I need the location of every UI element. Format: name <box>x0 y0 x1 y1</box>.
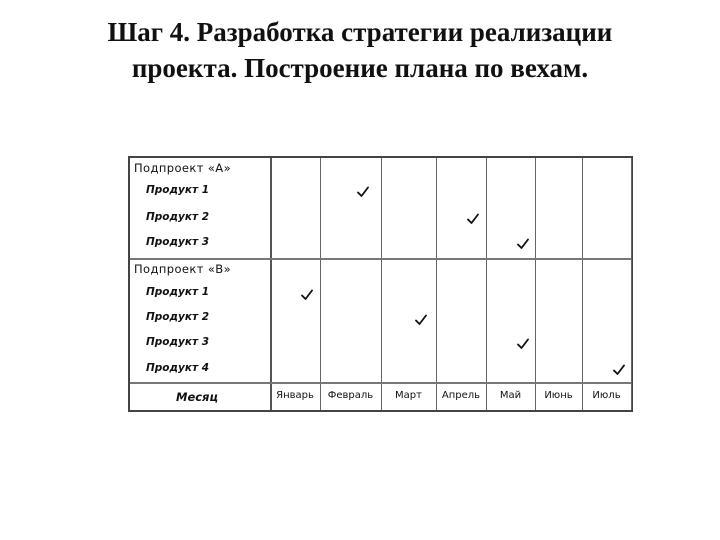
grid-line-vertical <box>320 158 321 410</box>
month-axis-label: Месяц <box>176 390 218 404</box>
product-label: Продукт 3 <box>146 236 210 248</box>
checkmark-icon <box>613 364 625 376</box>
grid-line-vertical <box>582 158 583 410</box>
subproject-label: Подпроект «В» <box>134 262 232 276</box>
milestone-table <box>128 156 633 412</box>
checkmark-icon <box>467 213 479 225</box>
product-label: Продукт 2 <box>146 311 210 323</box>
month-label: Январь <box>276 390 314 401</box>
month-label: Март <box>395 390 422 401</box>
checkmark-icon <box>517 238 529 250</box>
checkmark-icon <box>517 338 529 350</box>
slide-title <box>0 14 720 86</box>
slide-title-line-2: проекта. Построение плана по вехам. <box>131 53 589 83</box>
product-label: Продукт 1 <box>146 184 210 196</box>
checkmark-icon <box>415 314 427 326</box>
subproject-label: Подпроект «А» <box>134 161 232 175</box>
grid-line-vertical <box>270 158 272 410</box>
checkmark-icon <box>357 186 369 198</box>
month-label: Май <box>499 390 522 401</box>
grid-line-horizontal <box>130 382 631 384</box>
product-label: Продукт 2 <box>146 211 210 223</box>
month-label: Июль <box>592 390 621 401</box>
grid-line-vertical <box>631 158 632 410</box>
grid-line-vertical <box>436 158 437 410</box>
slide-title-line-1: Шаг 4. Разработка стратегии реализации <box>107 17 613 47</box>
grid-line-vertical <box>486 158 487 410</box>
month-label: Апрель <box>441 390 481 401</box>
grid-line-horizontal <box>130 258 631 260</box>
checkmark-icon <box>301 289 313 301</box>
month-label: Февраль <box>327 390 374 401</box>
month-label: Июнь <box>544 390 573 401</box>
grid-line-vertical <box>381 158 382 410</box>
product-label: Продукт 1 <box>146 286 210 298</box>
product-label: Продукт 3 <box>146 336 210 348</box>
grid-line-vertical <box>535 158 536 410</box>
product-label: Продукт 4 <box>146 362 210 374</box>
